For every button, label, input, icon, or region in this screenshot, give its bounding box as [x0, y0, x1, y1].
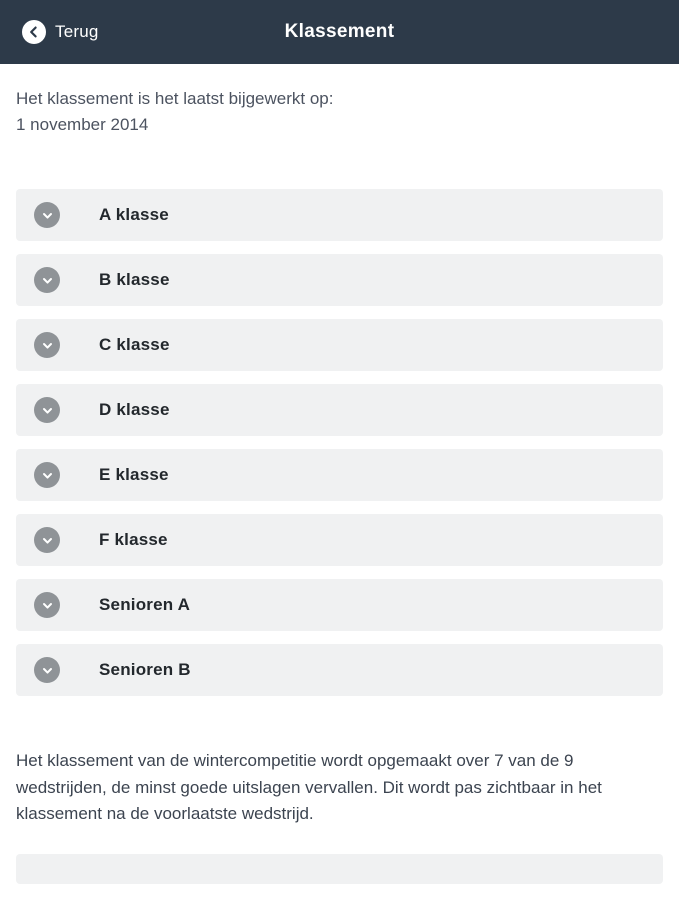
page-content	[0, 86, 679, 884]
chevron-down-icon[interactable]	[34, 657, 60, 683]
last-updated-text: Het klassement is het laatst bijgewerkt op:	[16, 89, 334, 108]
footer-note: Het klassement van de wintercompetitie wordt opgemaakt over 7 van de 9 wedstrijden, de minst goede uitslagen vervallen. Dit wordt pas zichtbaar in het klassement na de voorlaatste wedstrijd.	[16, 751, 602, 824]
back-button[interactable]	[22, 20, 99, 44]
chevron-down-icon[interactable]	[34, 397, 60, 423]
last-updated-date: 1 november 2014	[16, 114, 149, 134]
chevron-down-icon[interactable]	[34, 267, 60, 293]
list-item[interactable]	[16, 384, 663, 436]
app-header	[0, 0, 679, 64]
list-item[interactable]	[16, 189, 663, 241]
list-item-label: A klasse	[99, 205, 169, 224]
list-item-label: D klasse	[99, 400, 170, 419]
page-title: Klassement	[284, 21, 395, 42]
bottom-panel	[16, 854, 663, 884]
list-item[interactable]	[16, 254, 663, 306]
list-item-label: F klasse	[99, 530, 168, 549]
chevron-down-icon[interactable]	[34, 462, 60, 488]
list-item[interactable]	[16, 514, 663, 566]
chevron-down-icon[interactable]	[34, 202, 60, 228]
list-item[interactable]	[16, 319, 663, 371]
list-item[interactable]	[16, 579, 663, 631]
list-item[interactable]	[16, 449, 663, 501]
list-item-label: E klasse	[99, 465, 169, 484]
list-item-label: Senioren A	[99, 595, 191, 614]
list-item-label: B klasse	[99, 270, 170, 289]
chevron-down-icon[interactable]	[34, 527, 60, 553]
last-updated-block	[16, 86, 663, 137]
chevron-left-icon	[22, 20, 46, 44]
list-item-label: Senioren B	[99, 660, 191, 679]
chevron-down-icon[interactable]	[34, 592, 60, 618]
back-button-label: Terug	[55, 22, 99, 41]
chevron-down-icon[interactable]	[34, 332, 60, 358]
list-item[interactable]	[16, 644, 663, 696]
list-item-label: C klasse	[99, 335, 170, 354]
class-list	[16, 189, 663, 696]
